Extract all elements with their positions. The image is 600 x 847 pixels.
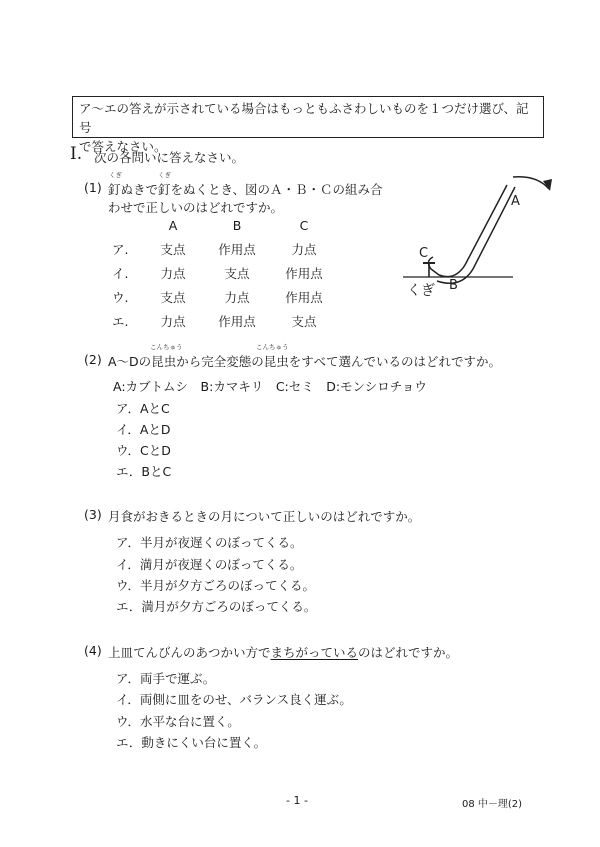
q2-option-b: イ．AとD xyxy=(116,422,171,437)
q1-option-row xyxy=(112,309,336,333)
q4-number: (4) xyxy=(84,643,102,658)
q1-text-line-2: わせで正しいのはどれですか。 xyxy=(108,200,284,215)
q1-ruby-kugi-1: くぎ xyxy=(109,171,122,179)
q1-option-label: ウ. xyxy=(112,290,129,305)
label-a: A xyxy=(511,194,520,209)
q1-option-label: イ. xyxy=(112,266,129,281)
q1-ruby-kugi-2: くぎ xyxy=(158,171,171,179)
q1-option-c: 力点 xyxy=(291,242,317,257)
q4-text-part-a: 上皿てんびんのあつかい方で xyxy=(108,645,271,660)
q4-option-d: エ．動きにくい台に置く。 xyxy=(116,735,267,750)
q2-option-a: ア．AとC xyxy=(116,401,170,416)
q1-option-b: 作用点 xyxy=(218,242,256,257)
q2-option-c: ウ．CとD xyxy=(116,443,171,458)
nail-puller-inner-edge xyxy=(437,187,515,283)
label-c: C xyxy=(419,246,429,261)
section-number: I. xyxy=(70,144,83,164)
q2-text-part-e: をすべて選んでいるのはどれですか。 xyxy=(288,354,501,369)
q3-number: (3) xyxy=(84,507,102,522)
q1-options-table xyxy=(112,213,336,333)
q2-ruby-konchu-1: こんちゅう xyxy=(150,343,183,351)
q3-option-a: ア．半月が夜遅くのぼってくる。 xyxy=(116,535,303,550)
q1-text-part-c: をぬくとき、図のＡ・Ｂ・Ｃの組み合 xyxy=(170,182,383,197)
q1-option-label: ア. xyxy=(112,242,129,257)
q4-option-c: ウ．水平な台に置く。 xyxy=(116,714,240,729)
q2-ruby-konchu-2: こんちゅう xyxy=(256,343,289,351)
q4-text xyxy=(108,643,458,661)
section-title: 次の各問いに答えなさい。 xyxy=(94,150,245,165)
q3-option-d: エ．満月が夕方ごろのぼってくる。 xyxy=(116,599,317,614)
q2-number: (2) xyxy=(84,352,102,367)
q1-option-a: 支点 xyxy=(160,242,186,257)
q1-option-b: 作用点 xyxy=(218,314,256,329)
q1-option-row xyxy=(112,237,336,261)
q3-option-b: イ．満月が夜遅くのぼってくる。 xyxy=(116,557,303,572)
label-b: B xyxy=(449,278,458,293)
q2-text-part-b: 昆虫 xyxy=(151,354,177,369)
q4-text-part-c: のはどれですか。 xyxy=(358,645,459,660)
q1-option-a: 力点 xyxy=(160,266,186,281)
q1-option-label: エ. xyxy=(112,314,129,329)
q2-text-part-c: から完全変態の xyxy=(176,354,264,369)
q1-header-row xyxy=(112,213,336,237)
q4-option-b: イ．両側に皿をのせ、バランス良く運ぶ。 xyxy=(116,692,352,707)
q1-number: (1) xyxy=(84,180,102,195)
q1-option-b: 力点 xyxy=(224,290,250,305)
instruction-line-1: ア〜エの答えが示されている場合はもっともふさわしいものを１つだけ選び、記号 xyxy=(79,101,529,135)
q1-header-a: A xyxy=(168,217,178,233)
q1-option-row xyxy=(112,261,336,285)
q1-text-line-1 xyxy=(108,180,383,198)
instruction-line-2: で答えなさい。 xyxy=(79,139,167,154)
q2-insect-list: A:カブトムシ B:カマキリ C:セミ D:モンシロチョウ xyxy=(113,379,427,394)
exam-code: 08 中－理(2) xyxy=(462,799,523,810)
q1-option-c: 作用点 xyxy=(285,290,323,305)
q1-text-part-b: 釘 xyxy=(158,182,171,197)
page-number: - 1 - xyxy=(286,794,308,807)
q1-text-part-a: 釘ぬきで xyxy=(108,182,159,197)
q1-option-a: 支点 xyxy=(160,290,186,305)
nail-puller-figure xyxy=(395,165,565,315)
q1-option-b: 支点 xyxy=(224,266,250,281)
q4-option-a: ア．両手で運ぶ。 xyxy=(116,671,216,686)
q2-text-part-a: A〜Dの xyxy=(108,354,152,369)
q3-option-c: ウ．半月が夕方ごろのぼってくる。 xyxy=(116,578,316,593)
q1-option-a: 力点 xyxy=(160,314,186,329)
q1-option-c: 作用点 xyxy=(285,266,323,281)
q1-header-c: C xyxy=(299,217,309,233)
q4-text-underlined: まちがっている xyxy=(270,645,359,660)
q1-option-row xyxy=(112,285,336,309)
q2-text-part-d: 昆虫 xyxy=(263,354,289,369)
q3-text: 月食がおきるときの月について正しいのはどれですか。 xyxy=(108,509,421,524)
q2-text xyxy=(108,352,501,370)
q2-option-d: エ．BとC xyxy=(116,464,172,479)
force-arrow xyxy=(513,177,549,189)
q1-option-c: 支点 xyxy=(291,314,317,329)
instruction-box xyxy=(72,96,544,154)
q1-header-b: B xyxy=(232,217,242,233)
nail-puller-outer-edge xyxy=(431,185,507,277)
label-kugi: くぎ xyxy=(407,283,435,299)
